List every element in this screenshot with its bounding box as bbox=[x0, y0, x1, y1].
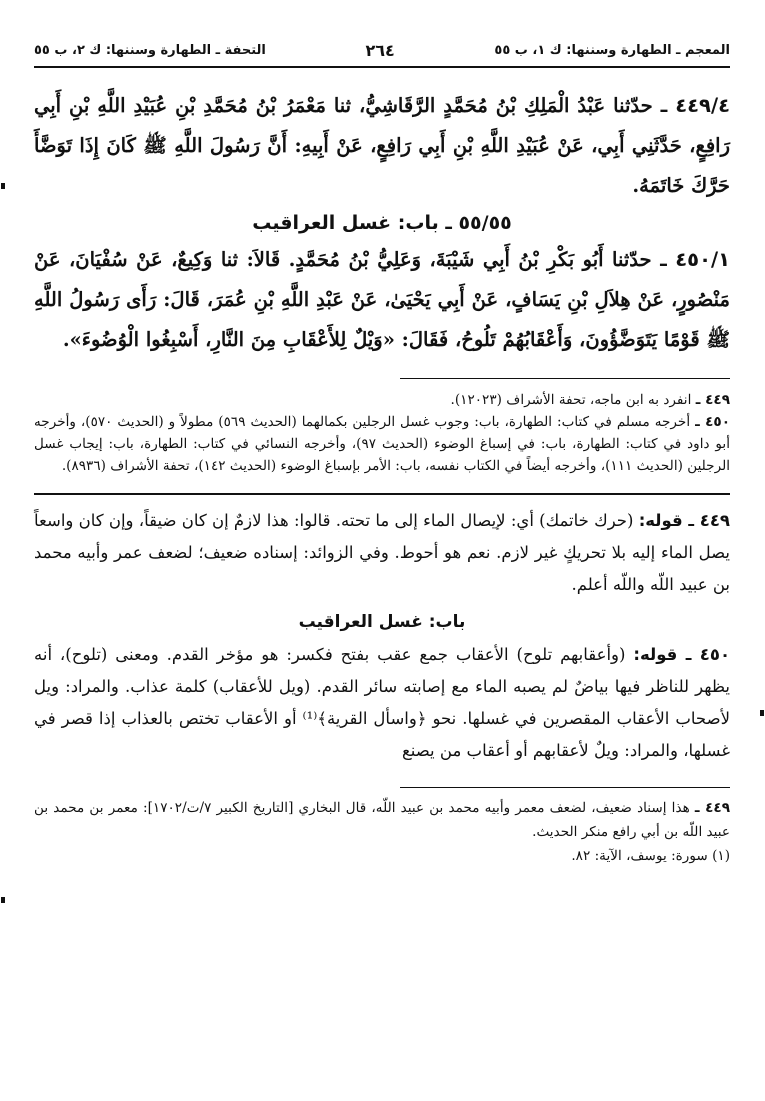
commentary-449 bbox=[34, 505, 730, 601]
commentary-separator bbox=[34, 493, 730, 495]
commentary-450 bbox=[34, 639, 730, 767]
margin-mark bbox=[1, 897, 5, 903]
takhrij-450-number: ٤٥٠ ـ bbox=[695, 414, 730, 430]
hadith-450-number: ٤٥٠/١ ـ bbox=[660, 248, 730, 271]
takhrij-449 bbox=[34, 389, 730, 411]
footnote-449-text: هذا إسناد ضعيف، لضعف معمر وأبيه محمد بن عبيد اللّه، قال البخاري [التاريخ الكبير ٧/ت/١٧٠٢]: معمر بن محمد بن عبيد اللّه بن أبي رافع منكر الحديث. bbox=[34, 800, 730, 840]
commentary-449-text: (حرك خاتمك) أي: لإيصال الماء إلى ما تحته. قالوا: هذا لازمٌ إن كان ضيقاً، وإن كان واسعاً يصل الماء إليه بلا تحريكٍ غير لازم. نعم هو أحوط. وفي الزوائد: إسناده ضعيف؛ لضعف عمر وأبيه محمد بن عبيد اللّه واللّه أعلم. bbox=[34, 511, 730, 594]
footnote-1: (١) سورة: يوسف، الآية: ٨٢. bbox=[571, 848, 730, 864]
takhrij-450 bbox=[34, 411, 730, 477]
hadith-449 bbox=[34, 86, 730, 206]
takhrij-449-text: انفرد به ابن ماجه، تحفة الأشراف (١٢٠٢٣). bbox=[450, 392, 692, 408]
hadith-450-text: حدّثنا أَبُو بَكْرِ بْنُ أَبِي شَيْبَةَ، وَعَلِيُّ بْنُ مُحَمَّدٍ. قَالاَ: ثنا وَكِيعٌ، عَنْ سُفْيَانَ، عَنْ مَنْصُورٍ، عَنْ هِلاَلِ بْنِ يَسَافٍ، عَنْ أَبِي يَحْيَىٰ، عَنْ عَبْدِ اللَّهِ بْنِ عُمَرَ، قَالَ: رَأَى رَسُولُ اللَّهِ ﷺ قَوْمًا يَتَوَضَّؤُونَ، وَأَعْقَابُهُمْ تَلُوحُ، فَقَالَ: «وَيْلٌ لِلأَعْقَابِ مِنَ النَّارِ، أَسْبِغُوا الْوُضُوءَ». bbox=[34, 248, 730, 351]
hadith-450 bbox=[34, 240, 730, 360]
header-left-text: التحفة ـ الطهارة وسننها: ك ٢، ب ٥٥ bbox=[34, 42, 266, 58]
hadith-449-text: حدّثنا عَبْدُ الْمَلِكِ بْنُ مُحَمَّدٍ الرَّقَاشِيُّ، ثنا مَعْمَرُ بْنُ مُحَمَّدِ بْنِ عُبَيْدِ اللَّهِ بْنِ أَبِي رَافِعٍ، حَدَّثَنِي أَبِي، عَنْ عُبَيْدِ اللَّهِ بْنِ أَبِي رَافِعٍ، عَنْ أَبِيهِ: أَنَّ رَسُولَ اللَّهِ ﷺ كَانَ إِذَا تَوَضَّأَ حَرَّكَ خَاتَمَهُ. bbox=[34, 94, 730, 197]
book-page bbox=[34, 40, 730, 868]
footnote-449-number: ٤٤٩ ـ bbox=[694, 800, 730, 816]
footnote-separator bbox=[400, 787, 730, 788]
takhrij-separator bbox=[400, 378, 730, 379]
commentary-450-lead: ٤٥٠ ـ قوله: bbox=[633, 645, 731, 664]
footnote-449 bbox=[34, 796, 730, 844]
takhrij-450-text: أخرجه مسلم في كتاب: الطهارة، باب: وجوب غسل الرجلين بكمالهما (الحديث ٥٦٩) مطولاً و (الحديث ٥٧٠)، وأخرجه أبو داود في كتاب: الطهارة، باب: في إسباغ الوضوء (الحديث ٩٧)، وأخرجه النسائي في كتاب: الطهارة، باب: إيجاب غسل الرجلين (الحديث ١١١)، وأخرجه أيضاً في الكتاب نفسه، باب: الأمر بإسباغ الوضوء (الحديث ١٤٢)، تحفة الأشراف (٨٩٣٦). bbox=[34, 414, 730, 474]
footnotes bbox=[34, 796, 730, 868]
hadith-449-number: ٤٤٩/٤ ـ bbox=[660, 94, 730, 117]
commentary-chapter-title: باب: غسل العراقيب bbox=[298, 612, 466, 632]
takhrij-notes bbox=[34, 389, 730, 477]
running-header bbox=[34, 40, 730, 68]
commentary-450-text: (وأعقابهم تلوح) الأعقاب جمع عقب بفتح فكسر: هو مؤخر القدم. ومعنى (تلوح)، أنه يظهر للناظر فيها بياضٌ لم يصبه الماء مع إصابته سائر القدم. (ويل للأعقاب) كلمة عذاب. والمراد: ويل لأصحاب الأعقاب المقصرين في غسلها. نحو ﴿واسأل القرية﴾⁽¹⁾ أو الأعقاب تختص بالعذاب إذا قصر في غسلها، والمراد: ويلٌ لأعقابهم أو أعقاب من يصنع bbox=[34, 645, 730, 760]
chapter-title: ٥٥/٥٥ ـ باب: غسل العراقيب bbox=[252, 212, 512, 234]
page-number: ٢٦٤ bbox=[365, 40, 395, 60]
takhrij-449-number: ٤٤٩ ـ bbox=[695, 392, 730, 408]
commentary bbox=[34, 505, 730, 767]
header-right-text: المعجم ـ الطهارة وسننها: ك ١، ب ٥٥ bbox=[494, 42, 730, 58]
margin-mark bbox=[760, 710, 764, 716]
commentary-449-lead: ٤٤٩ ـ قوله: bbox=[638, 511, 730, 530]
margin-mark bbox=[1, 183, 5, 189]
